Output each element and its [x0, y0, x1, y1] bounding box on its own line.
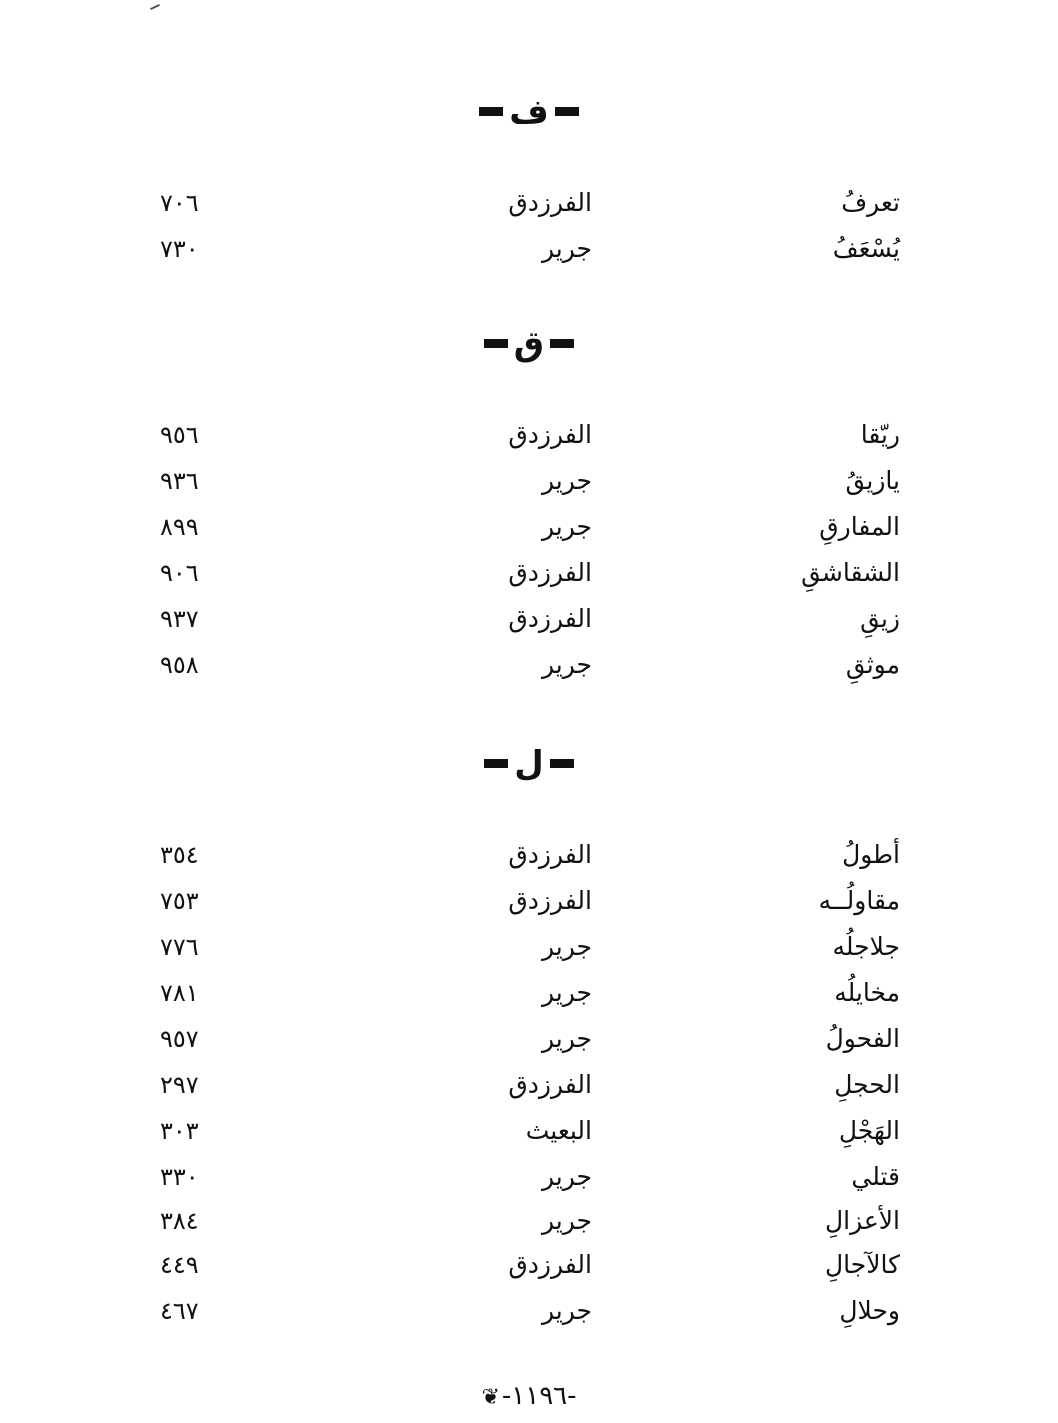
heading-dash — [550, 339, 574, 348]
rhyme-word: مقاولُــه — [818, 886, 900, 915]
table-row — [0, 1114, 1058, 1160]
table-row — [0, 510, 1058, 556]
page-ref: ٤٤٩ — [160, 1251, 199, 1279]
page-ref: ٣٣٠ — [160, 1163, 199, 1191]
poet-name: الفرزدق — [508, 188, 592, 217]
page-ref: ٩٥٦ — [160, 421, 199, 449]
table-row — [0, 930, 1058, 976]
poet-name: جرير — [542, 932, 592, 961]
table-row — [0, 1248, 1058, 1294]
rhyme-word: مخايلُه — [834, 978, 900, 1007]
poet-name: الفرزدق — [508, 604, 592, 633]
page-ref: ٩٣٧ — [160, 605, 199, 633]
page-ref: ٢٩٧ — [160, 1071, 199, 1099]
table-row — [0, 464, 1058, 510]
rhyme-word: الأعزالِ — [824, 1206, 900, 1235]
poet-name: جرير — [542, 1162, 592, 1191]
flower-ornament-icon: ❦ — [481, 1385, 500, 1410]
poet-name: جرير — [542, 650, 592, 679]
section-letter: ق — [513, 323, 545, 364]
heading-dash — [550, 759, 574, 768]
rhyme-word: الهَجْلِ — [838, 1116, 900, 1145]
heading-dash — [555, 107, 579, 116]
rhyme-word: موثقِ — [845, 650, 900, 679]
page-ref: ٩٠٦ — [160, 559, 199, 587]
poet-name: الفرزدق — [508, 558, 592, 587]
page-ref: ٧٨١ — [160, 979, 199, 1007]
rhyme-word: الحجلِ — [834, 1070, 900, 1099]
rhyme-word: المفارقِ — [819, 512, 900, 541]
table-row — [0, 186, 1058, 232]
poet-name: جرير — [542, 234, 592, 263]
page-ref: ٩٥٨ — [160, 651, 199, 679]
page-ref: ٤٦٧ — [160, 1297, 199, 1325]
rhyme-word: الشقاشقِ — [801, 558, 900, 587]
rhyme-word: يازيقُ — [845, 466, 900, 495]
rhyme-word: زيقِ — [860, 604, 900, 633]
section-heading-qaf — [0, 322, 1058, 364]
poet-name: جرير — [542, 1296, 592, 1325]
page-ref: ٨٩٩ — [160, 513, 199, 541]
page-ref: ٩٥٧ — [160, 1025, 199, 1053]
poet-name: جرير — [542, 512, 592, 541]
table-row — [0, 1204, 1058, 1250]
table-row — [0, 556, 1058, 602]
page-footer — [0, 1380, 1058, 1414]
table-row — [0, 1160, 1058, 1206]
section-letter: ف — [509, 91, 549, 132]
rhyme-word: يُسْعَفُ — [832, 234, 900, 263]
poet-name: الفرزدق — [508, 420, 592, 449]
poet-name: جرير — [542, 978, 592, 1007]
table-row — [0, 884, 1058, 930]
rhyme-word: وحلالِ — [839, 1296, 900, 1325]
rhyme-word: جلاجلُه — [832, 932, 900, 961]
table-row — [0, 232, 1058, 278]
rhyme-word: ريّقا — [860, 420, 900, 449]
page-ref: ٣٨٤ — [160, 1207, 199, 1235]
table-row — [0, 418, 1058, 464]
rhyme-word: كالآجالِ — [824, 1250, 900, 1279]
table-row — [0, 1022, 1058, 1068]
rhyme-word: أطولُ — [842, 840, 900, 869]
heading-dash — [479, 107, 503, 116]
poet-name: الفرزدق — [508, 840, 592, 869]
table-row — [0, 838, 1058, 884]
poet-name: جرير — [542, 1024, 592, 1053]
poet-name: جرير — [542, 1206, 592, 1235]
rhyme-word: تعرفُ — [841, 188, 900, 217]
page-ref: ٣٠٣ — [160, 1117, 199, 1145]
rhyme-word: الفحولُ — [825, 1024, 900, 1053]
stray-mark — [150, 4, 160, 10]
section-letter: ل — [514, 743, 544, 784]
poet-name: الفرزدق — [508, 1070, 592, 1099]
poet-name: الفرزدق — [508, 1250, 592, 1279]
page-ref: ٣٥٤ — [160, 841, 199, 869]
page-ref: ٧٣٠ — [160, 235, 199, 263]
rhyme-word: قتلي — [851, 1162, 900, 1191]
table-row — [0, 1068, 1058, 1114]
page-ref: ٧٥٣ — [160, 887, 199, 915]
page-ref: ٩٣٦ — [160, 467, 199, 495]
table-row — [0, 602, 1058, 648]
page-number: -١١٩٦- — [501, 1381, 577, 1411]
page-ref: ٧٠٦ — [160, 189, 199, 217]
poet-name: البعيث — [525, 1116, 592, 1145]
section-heading-fa — [0, 90, 1058, 132]
section-heading-lam — [0, 742, 1058, 784]
page-ref: ٧٧٦ — [160, 933, 199, 961]
table-row — [0, 1294, 1058, 1340]
heading-dash — [484, 339, 508, 348]
poet-name: جرير — [542, 466, 592, 495]
table-row — [0, 976, 1058, 1022]
heading-dash — [484, 759, 508, 768]
poet-name: الفرزدق — [508, 886, 592, 915]
table-row — [0, 648, 1058, 694]
